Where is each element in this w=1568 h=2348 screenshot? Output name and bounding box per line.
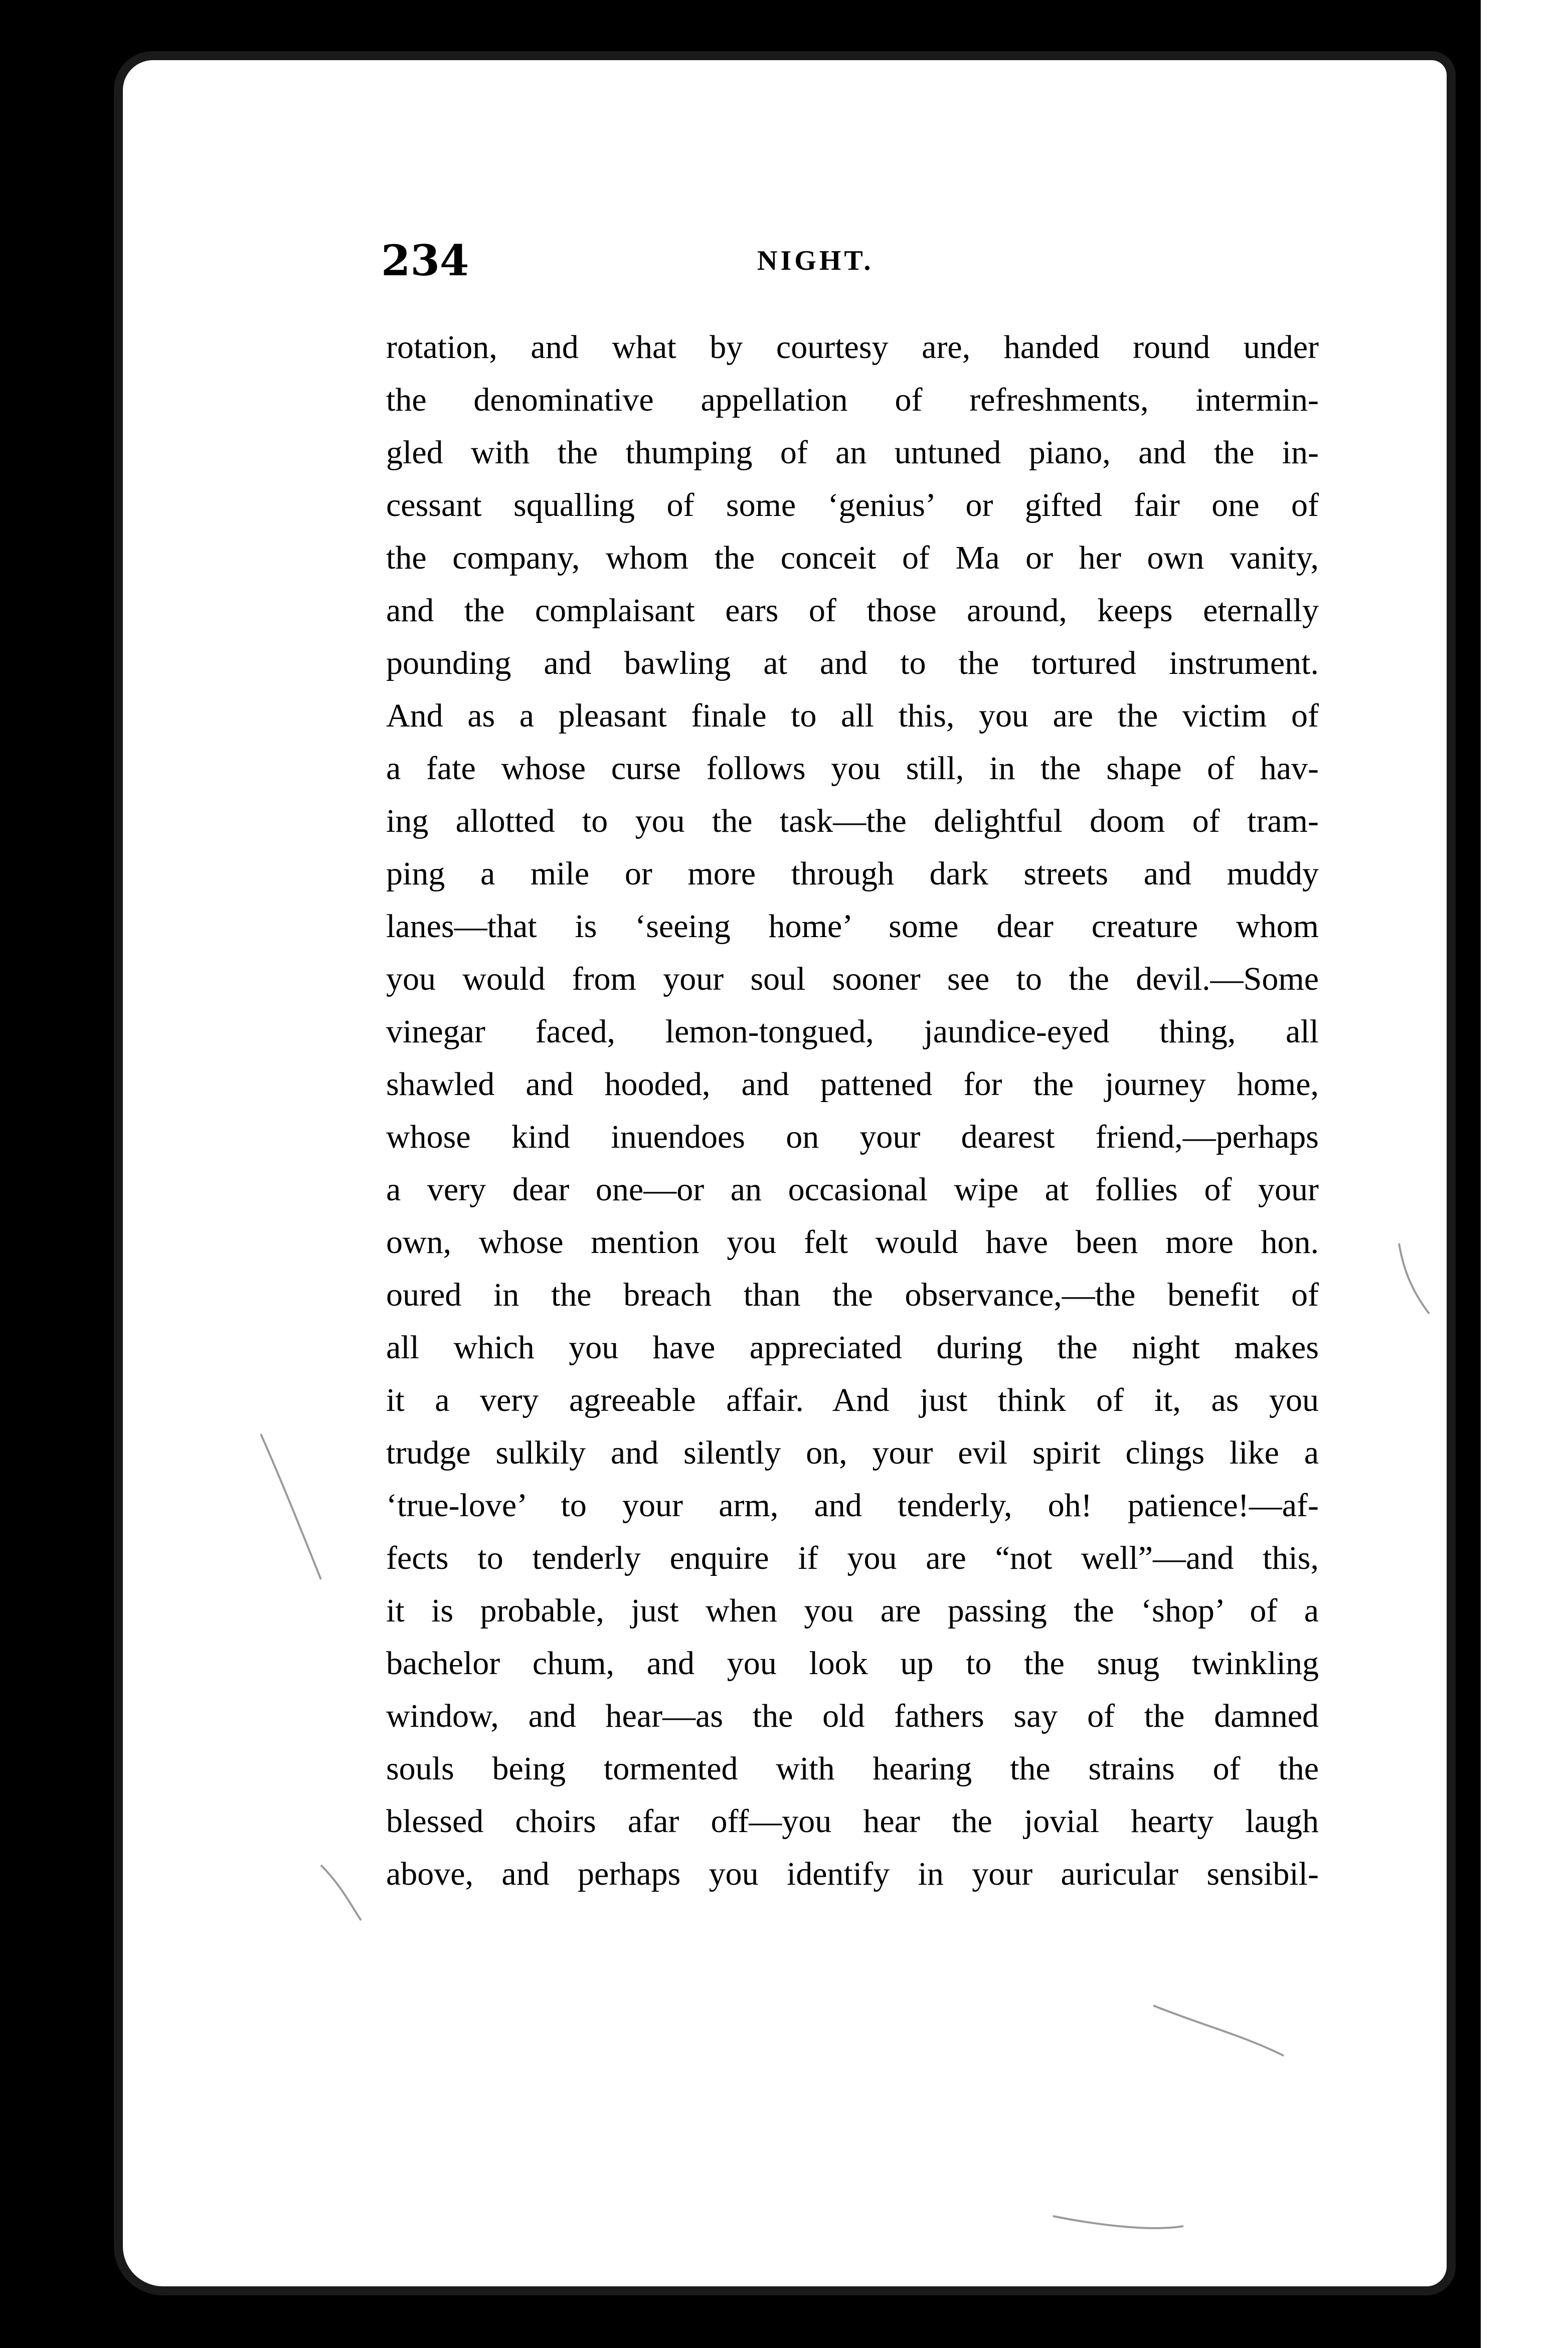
text-line: the denominative appellation of refreshments, intermin- — [386, 382, 1319, 418]
text-line: it is probable, just when you are passing the ‘shop’ of a — [386, 1592, 1319, 1629]
text-line: it a very agreeable affair. And just think of it, as you — [386, 1382, 1319, 1418]
body-text — [386, 321, 1319, 1900]
text-line: window, and hear—as the old fathers say of the damned — [386, 1698, 1319, 1734]
text-line: a very dear one—or an occasional wipe at follies of your — [386, 1171, 1319, 1208]
text-line: a fate whose curse follows you still, in the shape of hav- — [386, 750, 1319, 787]
text-line: souls being tormented with hearing the strains of the — [386, 1750, 1319, 1787]
text-line: whose kind inuendoes on your dearest friend,—perhaps — [386, 1119, 1319, 1155]
text-line: cessant squalling of some ‘genius’ or gifted fair one of — [386, 487, 1319, 523]
page-gutter-shadow — [1457, 0, 1481, 2348]
text-line: blessed choirs afar off—you hear the jovial hearty laugh — [386, 1803, 1319, 1840]
running-title: NIGHT. — [757, 245, 874, 276]
text-line: lanes—that is ‘seeing home’ some dear creature whom — [386, 908, 1319, 945]
text-line: the company, whom the conceit of Ma or her own vanity, — [386, 539, 1319, 576]
text-line: ‘true-love’ to your arm, and tenderly, oh! patience!—af- — [386, 1487, 1319, 1524]
text-line: ping a mile or more through dark streets and muddy — [386, 855, 1319, 892]
running-head — [381, 236, 1334, 291]
text-line: you would from your soul sooner see to the devil.—Some — [386, 961, 1319, 997]
text-line: gled with the thumping of an untuned piano, and the in- — [386, 434, 1319, 471]
text-line: trudge sulkily and silently on, your evil spirit clings like a — [386, 1434, 1319, 1471]
text-line: And as a pleasant finale to all this, you are the victim of — [386, 697, 1319, 734]
text-line: own, whose mention you felt would have been more hon. — [386, 1224, 1319, 1260]
text-line: shawled and hooded, and pattened for the journey home, — [386, 1066, 1319, 1103]
text-line: ing allotted to you the task—the delightful doom of tram- — [386, 803, 1319, 839]
text-line: all which you have appreciated during the night makes — [386, 1329, 1319, 1366]
text-line: fects to tenderly enquire if you are “not well”—and this, — [386, 1540, 1319, 1576]
page-number: 234 — [381, 236, 469, 285]
text-line: rotation, and what by courtesy are, handed round under — [386, 329, 1319, 366]
text-line: vinegar faced, lemon-tongued, jaundice-eyed thing, all — [386, 1013, 1319, 1050]
text-line: above, and perhaps you identify in your auricular sensibil- — [386, 1856, 1319, 1892]
text-line: bachelor chum, and you look up to the snug twinkling — [386, 1645, 1319, 1682]
text-line: pounding and bawling at and to the tortured instrument. — [386, 645, 1319, 681]
text-line: oured in the breach than the observance,—the benefit of — [386, 1277, 1319, 1313]
text-line: and the complaisant ears of those around, keeps eternally — [386, 592, 1319, 629]
